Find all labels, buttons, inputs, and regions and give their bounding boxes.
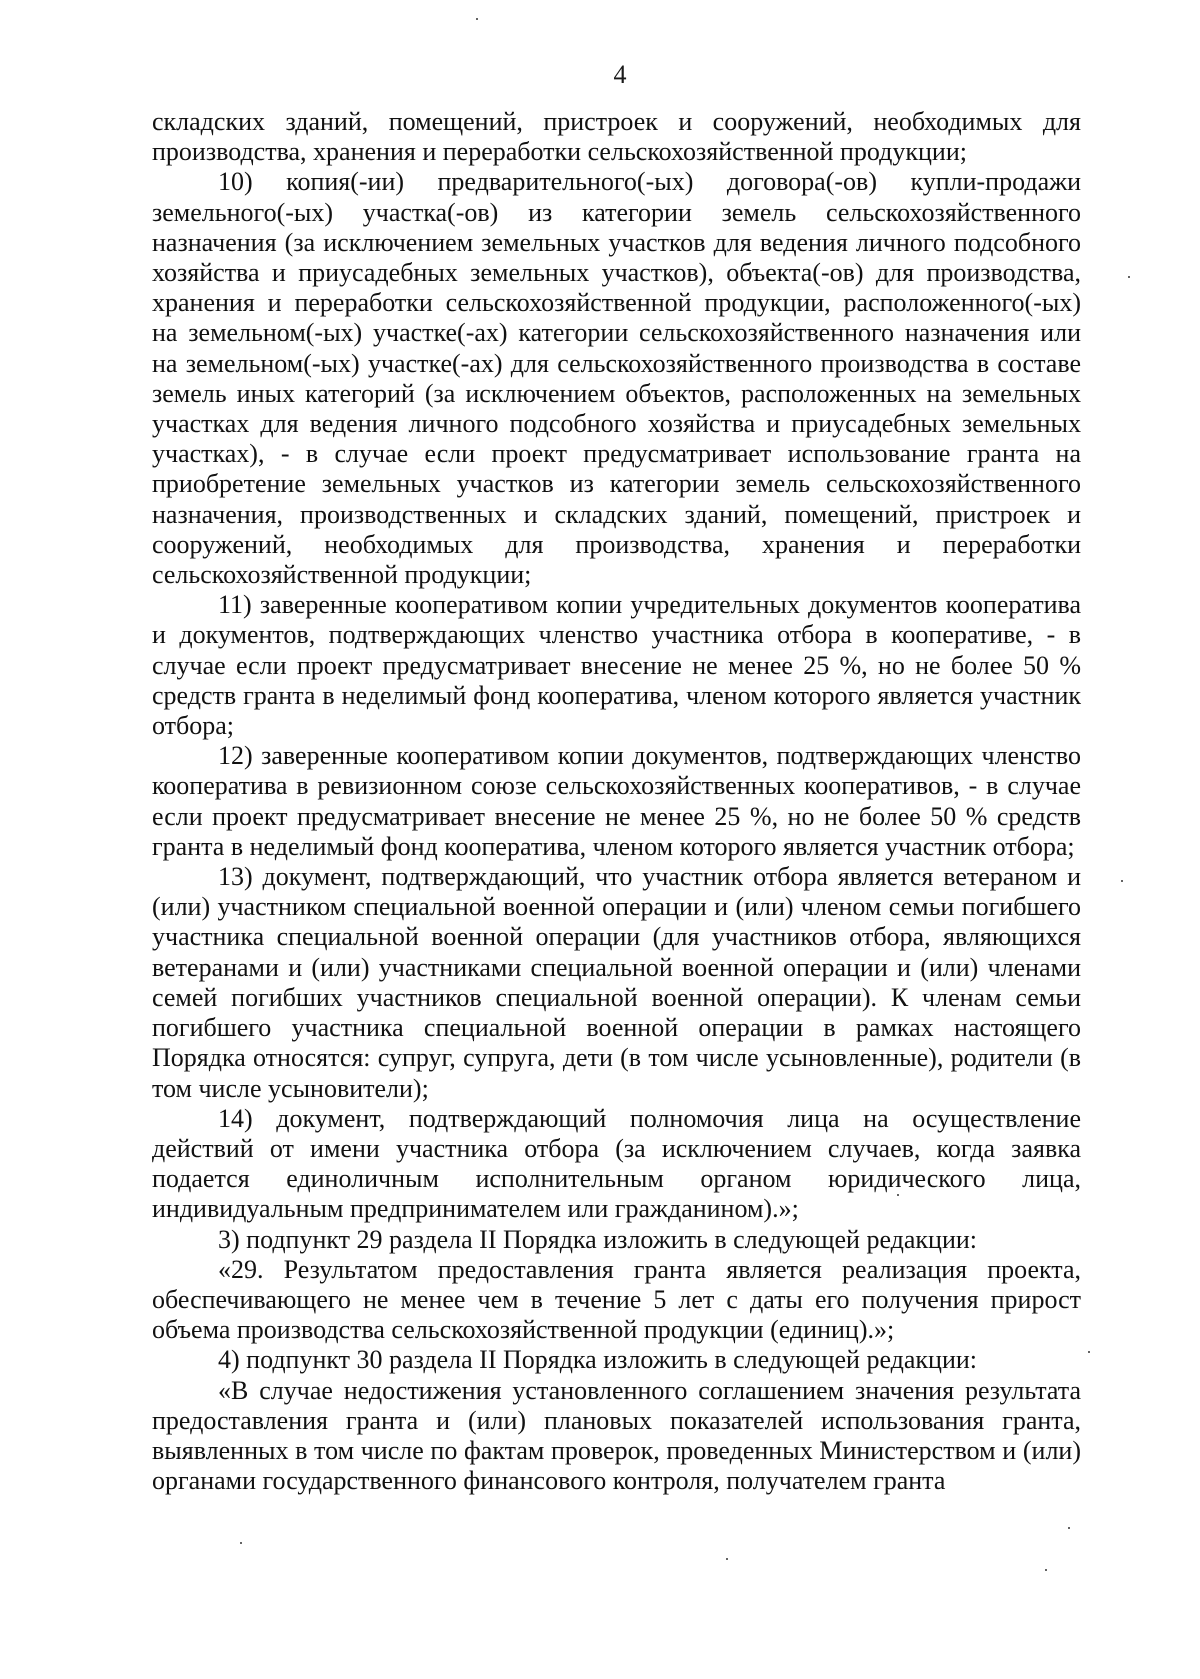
scan-speck	[240, 1542, 242, 1544]
paragraph-amendment-4: 4) подпункт 30 раздела II Порядка изложить в следующей редакции:	[218, 1345, 978, 1375]
paragraph-clause-29: «29. Результатом предоставления гранта является реализация проекта, обеспечивающего не менее чем в течение 5 лет с даты его получения прирост объема производства сельскохозяйственной продукции (единиц).»;	[152, 1254, 1081, 1345]
scan-speck	[1045, 1569, 1047, 1571]
scan-speck	[1128, 276, 1130, 278]
paragraph-item-10: 10) копия(-ии) предварительного(-ых) договора(-ов) купли-продажи земельного(-ых) участка(-ов) из категории земель сельскохозяйственного назначения (за исключением земельных участков для ведения личного подсобного хозяйства и приусадебных земельных участков), объекта(-ов) для производства, хранения и переработки сельскохозяйственной продукции, расположенного(-ых) на земельном(-ых) участке(-ах) категории сельскохозяйственного назначения или на земельном(-ых) участке(-ах) для сельскохозяйственного производства в составе земель иных категорий (за исключением объектов, расположенных на земельных участках для ведения личного подсобного хозяйства и приусадебных земельных участках), - в случае если проект предусматривает использование гранта на приобретение земельных участков из категории земель сельскохозяйственного назначения, производственных и складских зданий, помещений, пристроек и сооружений, необходимых для производства, хранения и переработки сельскохозяйственной продукции;	[152, 167, 1081, 590]
scan-speck	[1088, 1351, 1090, 1353]
scan-speck	[476, 18, 478, 20]
scan-speck	[726, 1558, 728, 1560]
scan-speck	[1121, 880, 1123, 882]
page-number: 4	[613, 60, 627, 89]
document-body	[152, 107, 1081, 1496]
paragraph-item-12: 12) заверенные кооперативом копии документов, подтверждающих членство кооператива в ревизионном союзе сельскохозяйственных кооперативов, - в случае если проект предусматривает внесение не менее 25 %, но не более 50 % средств гранта в неделимый фонд кооператива, членом которого является участник отбора;	[152, 741, 1081, 861]
paragraph-continuation: складских зданий, помещений, пристроек и сооружений, необходимых для производства, хранения и переработки сельскохозяйственной продукции;	[152, 107, 1081, 167]
paragraph-amendment-3: 3) подпункт 29 раздела II Порядка изложить в следующей редакции:	[218, 1224, 978, 1254]
paragraph-item-11: 11) заверенные кооперативом копии учредительных документов кооператива и документов, подтверждающих членство участника отбора в кооперативе, - в случае если проект предусматривает внесение не менее 25 %, но не более 50 % средств гранта в неделимый фонд кооператива, членом которого является участник отбора;	[152, 590, 1081, 741]
paragraph-item-13: 13) документ, подтверждающий, что участник отбора является ветераном и (или) участником специальной военной операции и (или) членом семьи погибшего участника специальной военной операции (для участников отбора, являющихся ветеранами и (или) участниками специальной военной операции и (или) членами семей погибших участников специальной военной операции). К членам семьи погибшего участника специальной военной операции в рамках настоящего Порядка относятся: супруг, супруга, дети (в том числе усыновленные), родители (в том числе усыновители);	[152, 862, 1081, 1103]
scan-speck	[897, 1194, 899, 1196]
paragraph-clause-30: «В случае недостижения установленного соглашением значения результата предоставления гранта и (или) плановых показателей использования гранта, выявленных в том числе по фактам проверок, проведенных Министерством и (или) органами государственного финансового контроля, получателем гранта	[152, 1375, 1081, 1496]
scan-speck	[1068, 1527, 1070, 1529]
paragraph-item-14: 14) документ, подтверждающий полномочия лица на осуществление действий от имени участника отбора (за исключением случаев, когда заявка подается единоличным исполнительным органом юридического лица, индивидуальным предпринимателем или гражданином).»;	[152, 1103, 1081, 1224]
